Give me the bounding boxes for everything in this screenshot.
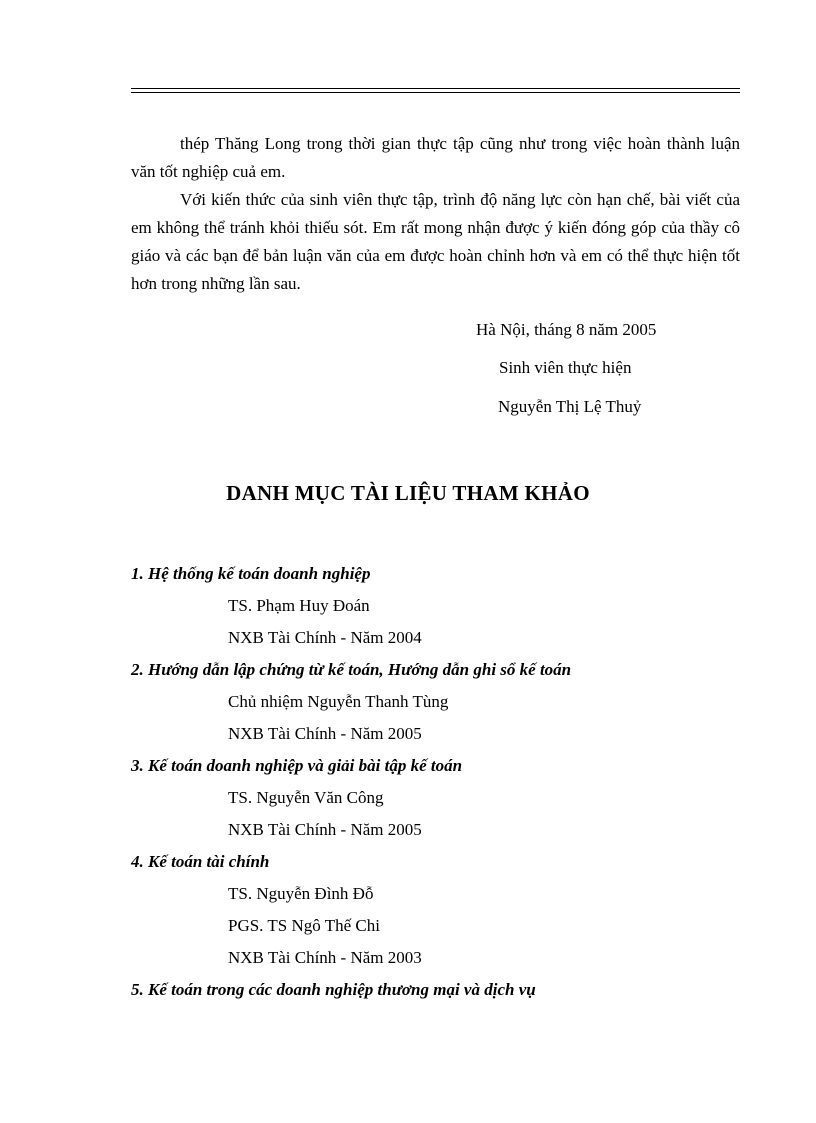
reference-coauthor: PGS. TS Ngô Thế Chi <box>228 916 380 935</box>
paragraph-acknowledgement: Với kiến thức của sinh viên thực tập, trình độ năng lực còn hạn chế, bài viết của em không thể tránh khỏi thiếu sót. Em rất mong nhận được ý kiến đóng góp của thầy cô giáo và các bạn để bản luận văn của em được hoàn chỉnh hơn và em có thể thực hiện tốt hơn trong những lần sau. <box>131 190 740 293</box>
reference-item <box>131 654 771 750</box>
paragraph-continuation: thép Thăng Long trong thời gian thực tập cũng như trong việc hoàn thành luận văn tốt nghiệp cuả em. <box>131 134 740 181</box>
reference-author: TS. Nguyễn Văn Công <box>228 788 384 807</box>
reference-item <box>131 974 771 1006</box>
header-rule-bottom <box>131 92 740 93</box>
reference-author: Chủ nhiệm Nguyễn Thanh Tùng <box>228 692 449 711</box>
body-text <box>131 130 740 298</box>
reference-heading: 5. Kế toán trong các doanh nghiệp thương mại và dịch vụ <box>131 980 536 999</box>
reference-item <box>131 750 771 846</box>
reference-heading: 1. Hệ thống kế toán doanh nghiệp <box>131 564 371 583</box>
reference-publisher: NXB Tài Chính - Năm 2004 <box>228 628 422 647</box>
signature-place-date: Hà Nội, tháng 8 năm 2005 <box>476 320 657 339</box>
reference-item <box>131 846 771 974</box>
references-title: DANH MỤC TÀI LIỆU THAM KHẢO <box>226 481 590 505</box>
references-list <box>131 558 771 1006</box>
signature-name: Nguyễn Thị Lệ Thuỷ <box>498 397 642 416</box>
reference-heading: 3. Kế toán doanh nghiệp và giải bài tập kế toán <box>131 756 463 775</box>
header-rule-top <box>131 88 740 89</box>
signature-role: Sinh viên thực hiện <box>499 358 632 377</box>
reference-author: TS. Phạm Huy Đoán <box>228 596 370 615</box>
reference-heading: 2. Hướng dẫn lập chứng từ kế toán, Hướng dẫn ghi sổ kế toán <box>131 660 572 679</box>
reference-item <box>131 558 771 654</box>
reference-heading: 4. Kế toán tài chính <box>131 852 270 871</box>
reference-publisher: NXB Tài Chính - Năm 2005 <box>228 820 422 839</box>
reference-author: TS. Nguyễn Đình Đỗ <box>228 884 374 903</box>
reference-publisher: NXB Tài Chính - Năm 2003 <box>228 948 422 967</box>
reference-publisher: NXB Tài Chính - Năm 2005 <box>228 724 422 743</box>
